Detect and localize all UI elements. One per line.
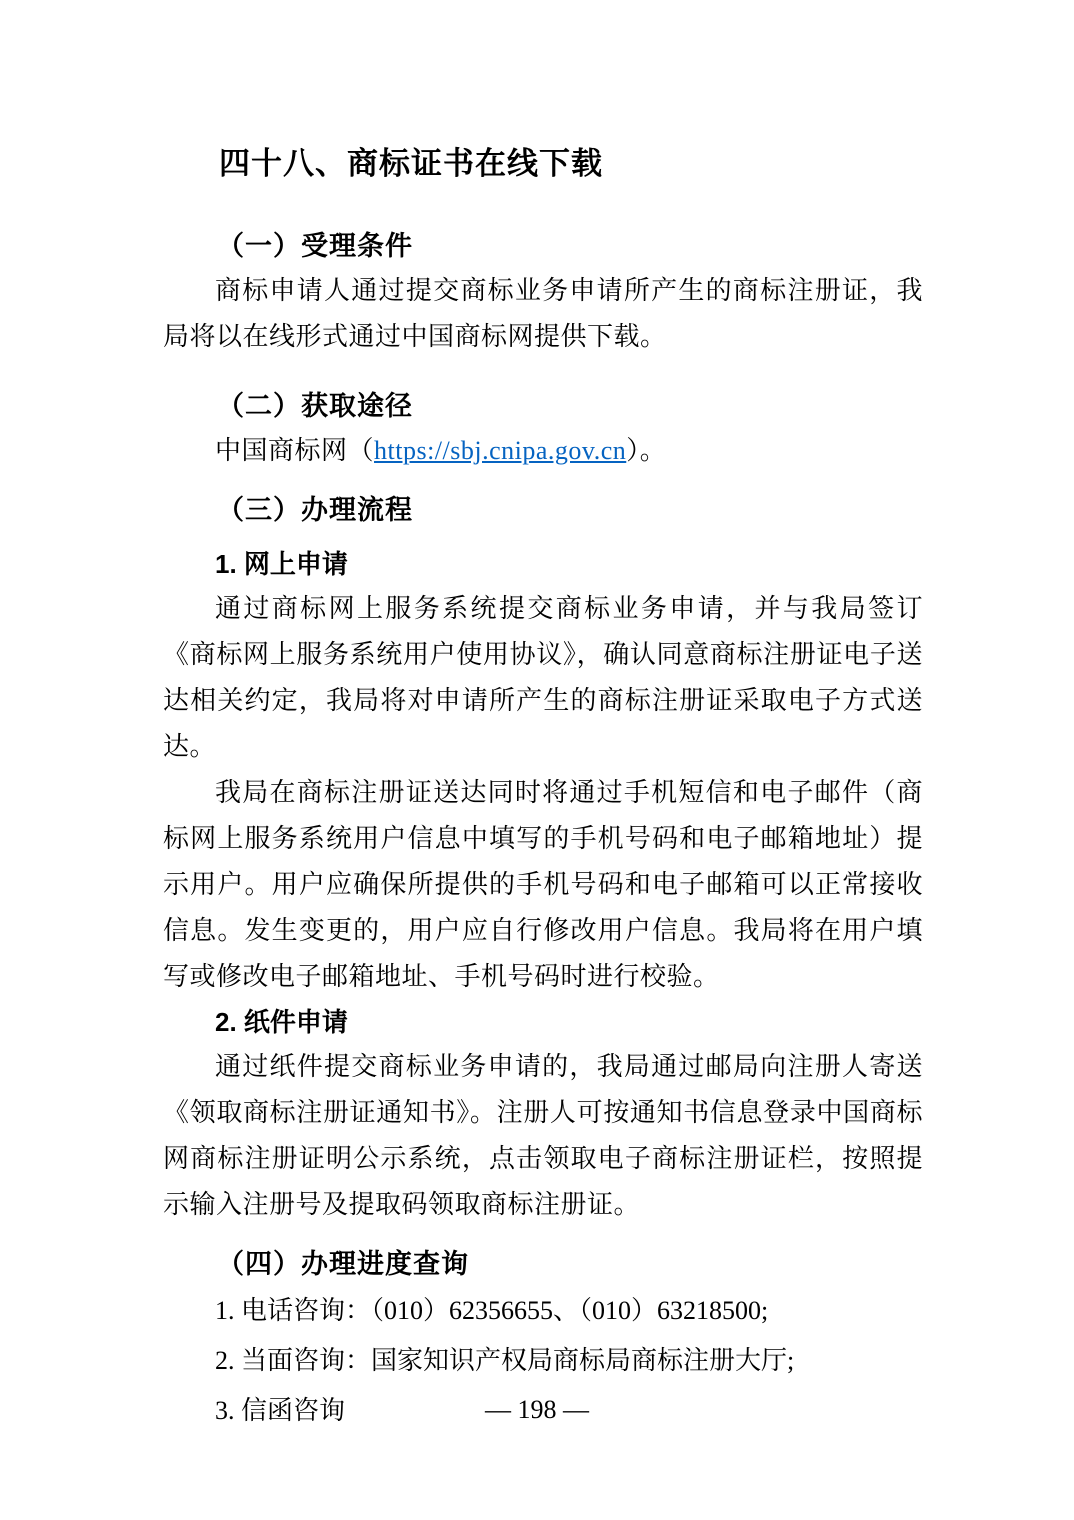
section-3-heading: （三）办理流程 — [217, 495, 413, 525]
subsection-paper-application-heading: 2. 纸件申请 — [215, 1007, 348, 1037]
section-4-heading: （四）办理进度查询 — [217, 1249, 469, 1279]
page-number: — 198 — — [485, 1395, 589, 1424]
link-suffix-text: ）。 — [626, 436, 667, 465]
section-2-paragraph — [163, 428, 923, 474]
inquiry-item-letter: 3. 信函咨询 — [215, 1396, 346, 1425]
section-1-paragraph: 商标申请人通过提交商标业务申请所产生的商标注册证，我局将以在线形式通过中国商标网提供下载。 — [163, 276, 923, 351]
inquiry-item-in-person: 2. 当面咨询：国家知识产权局商标局商标注册大厅; — [215, 1346, 795, 1375]
online-application-paragraph-1: 通过商标网上服务系统提交商标业务申请，并与我局签订《商标网上服务系统用户使用协议》，确认同意商标注册证电子送达相关约定，我局将对申请所产生的商标注册证采取电子方式送达。 — [163, 594, 923, 761]
section-1-heading: （一）受理条件 — [217, 231, 413, 261]
inquiry-item-phone: 1. 电话咨询：（010）62356655、（010）63218500; — [215, 1296, 769, 1325]
trademark-website-link[interactable]: https://sbj.cnipa.gov.cn — [374, 436, 627, 465]
page-title: 四十八、商标证书在线下载 — [219, 146, 603, 181]
section-2-heading: （二）获取途径 — [217, 391, 413, 421]
link-prefix-text: 中国商标网（ — [215, 436, 375, 465]
paper-application-paragraph: 通过纸件提交商标业务申请的，我局通过邮局向注册人寄送《领取商标注册证通知书》。注册人可按通知书信息登录中国商标网商标注册证明公示系统，点击领取电子商标注册证栏，按照提示输入注册号及提取码领取商标注册证。 — [163, 1052, 923, 1219]
online-application-paragraph-2: 我局在商标注册证送达同时将通过手机短信和电子邮件（商标网上服务系统用户信息中填写的手机号码和电子邮箱地址）提示用户。用户应确保所提供的手机号码和电子邮箱可以正常接收信息。发生变更的，用户应自行修改用户信息。我局将在用户填写或修改电子邮箱地址、手机号码时进行校验。 — [163, 778, 923, 991]
subsection-online-application-heading: 1. 网上申请 — [215, 549, 348, 579]
